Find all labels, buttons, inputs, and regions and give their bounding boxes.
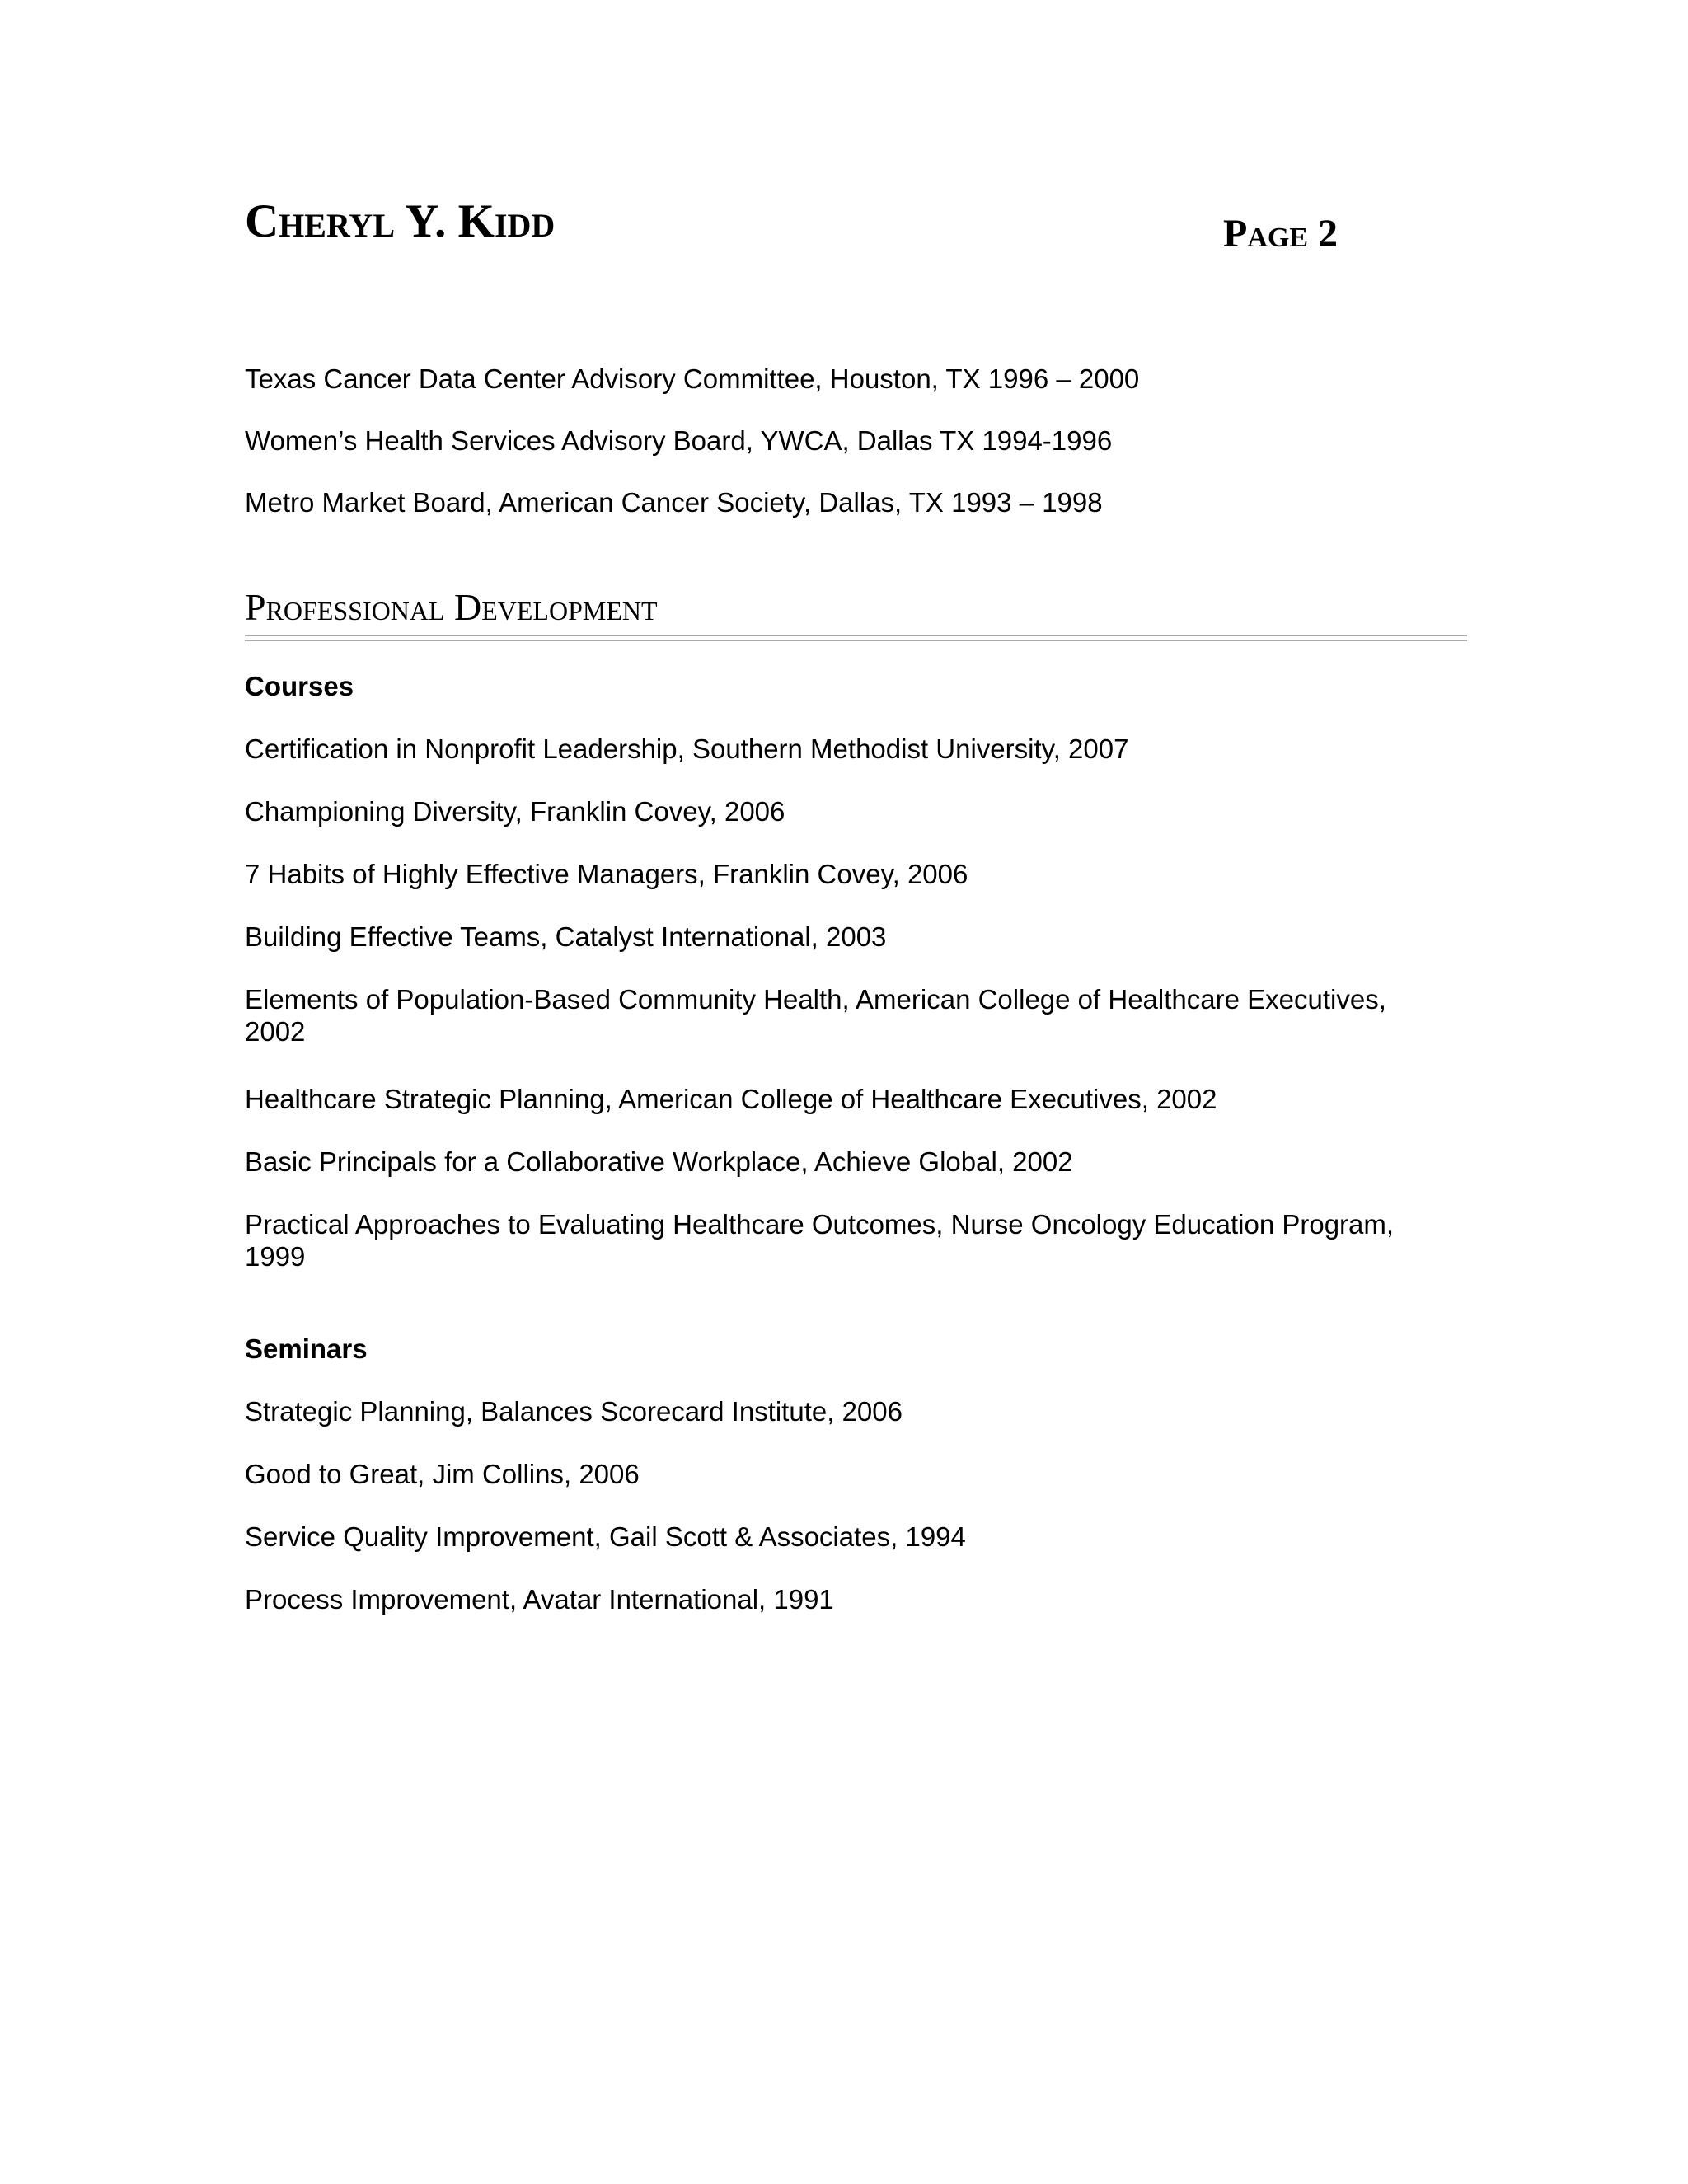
affiliation-item: Texas Cancer Data Center Advisory Committee, Houston, TX 1996 – 2000 <box>245 363 1140 394</box>
course-item: Championing Diversity, Franklin Covey, 2006 <box>245 796 785 827</box>
resume-name: Cheryl Y. Kidd <box>245 195 556 247</box>
seminar-item: Service Quality Improvement, Gail Scott & Associates, 1994 <box>245 1521 966 1552</box>
course-item: Elements of Population-Based Community Health, American College of Healthcare Executives, 2002 <box>245 984 1386 1047</box>
seminar-item: Process Improvement, Avatar International, 1991 <box>245 1584 834 1615</box>
affiliation-item: Women’s Health Services Advisory Board, YWCA, Dallas TX 1994-1996 <box>245 425 1113 456</box>
section-divider <box>245 635 1467 641</box>
course-item: 7 Habits of Highly Effective Managers, Franklin Covey, 2006 <box>245 859 968 889</box>
seminars-heading: Seminars <box>245 1333 368 1364</box>
courses-heading: Courses <box>245 671 354 701</box>
course-item: Healthcare Strategic Planning, American College of Healthcare Executives, 2002 <box>245 1084 1217 1114</box>
course-item: Practical Approaches to Evaluating Healthcare Outcomes, Nurse Oncology Education Program, 1999 <box>245 1209 1395 1272</box>
course-item: Building Effective Teams, Catalyst International, 2003 <box>245 921 887 952</box>
section-title-professional-development: Professional Development <box>245 586 658 628</box>
course-item: Certification in Nonprofit Leadership, Southern Methodist University, 2007 <box>245 733 1129 764</box>
affiliation-item: Metro Market Board, American Cancer Society, Dallas, TX 1993 – 1998 <box>245 487 1103 518</box>
seminar-item: Strategic Planning, Balances Scorecard Institute, 2006 <box>245 1396 903 1427</box>
page-number: Page 2 <box>1223 212 1338 255</box>
seminar-item: Good to Great, Jim Collins, 2006 <box>245 1459 640 1489</box>
course-item: Basic Principals for a Collaborative Workplace, Achieve Global, 2002 <box>245 1146 1073 1177</box>
